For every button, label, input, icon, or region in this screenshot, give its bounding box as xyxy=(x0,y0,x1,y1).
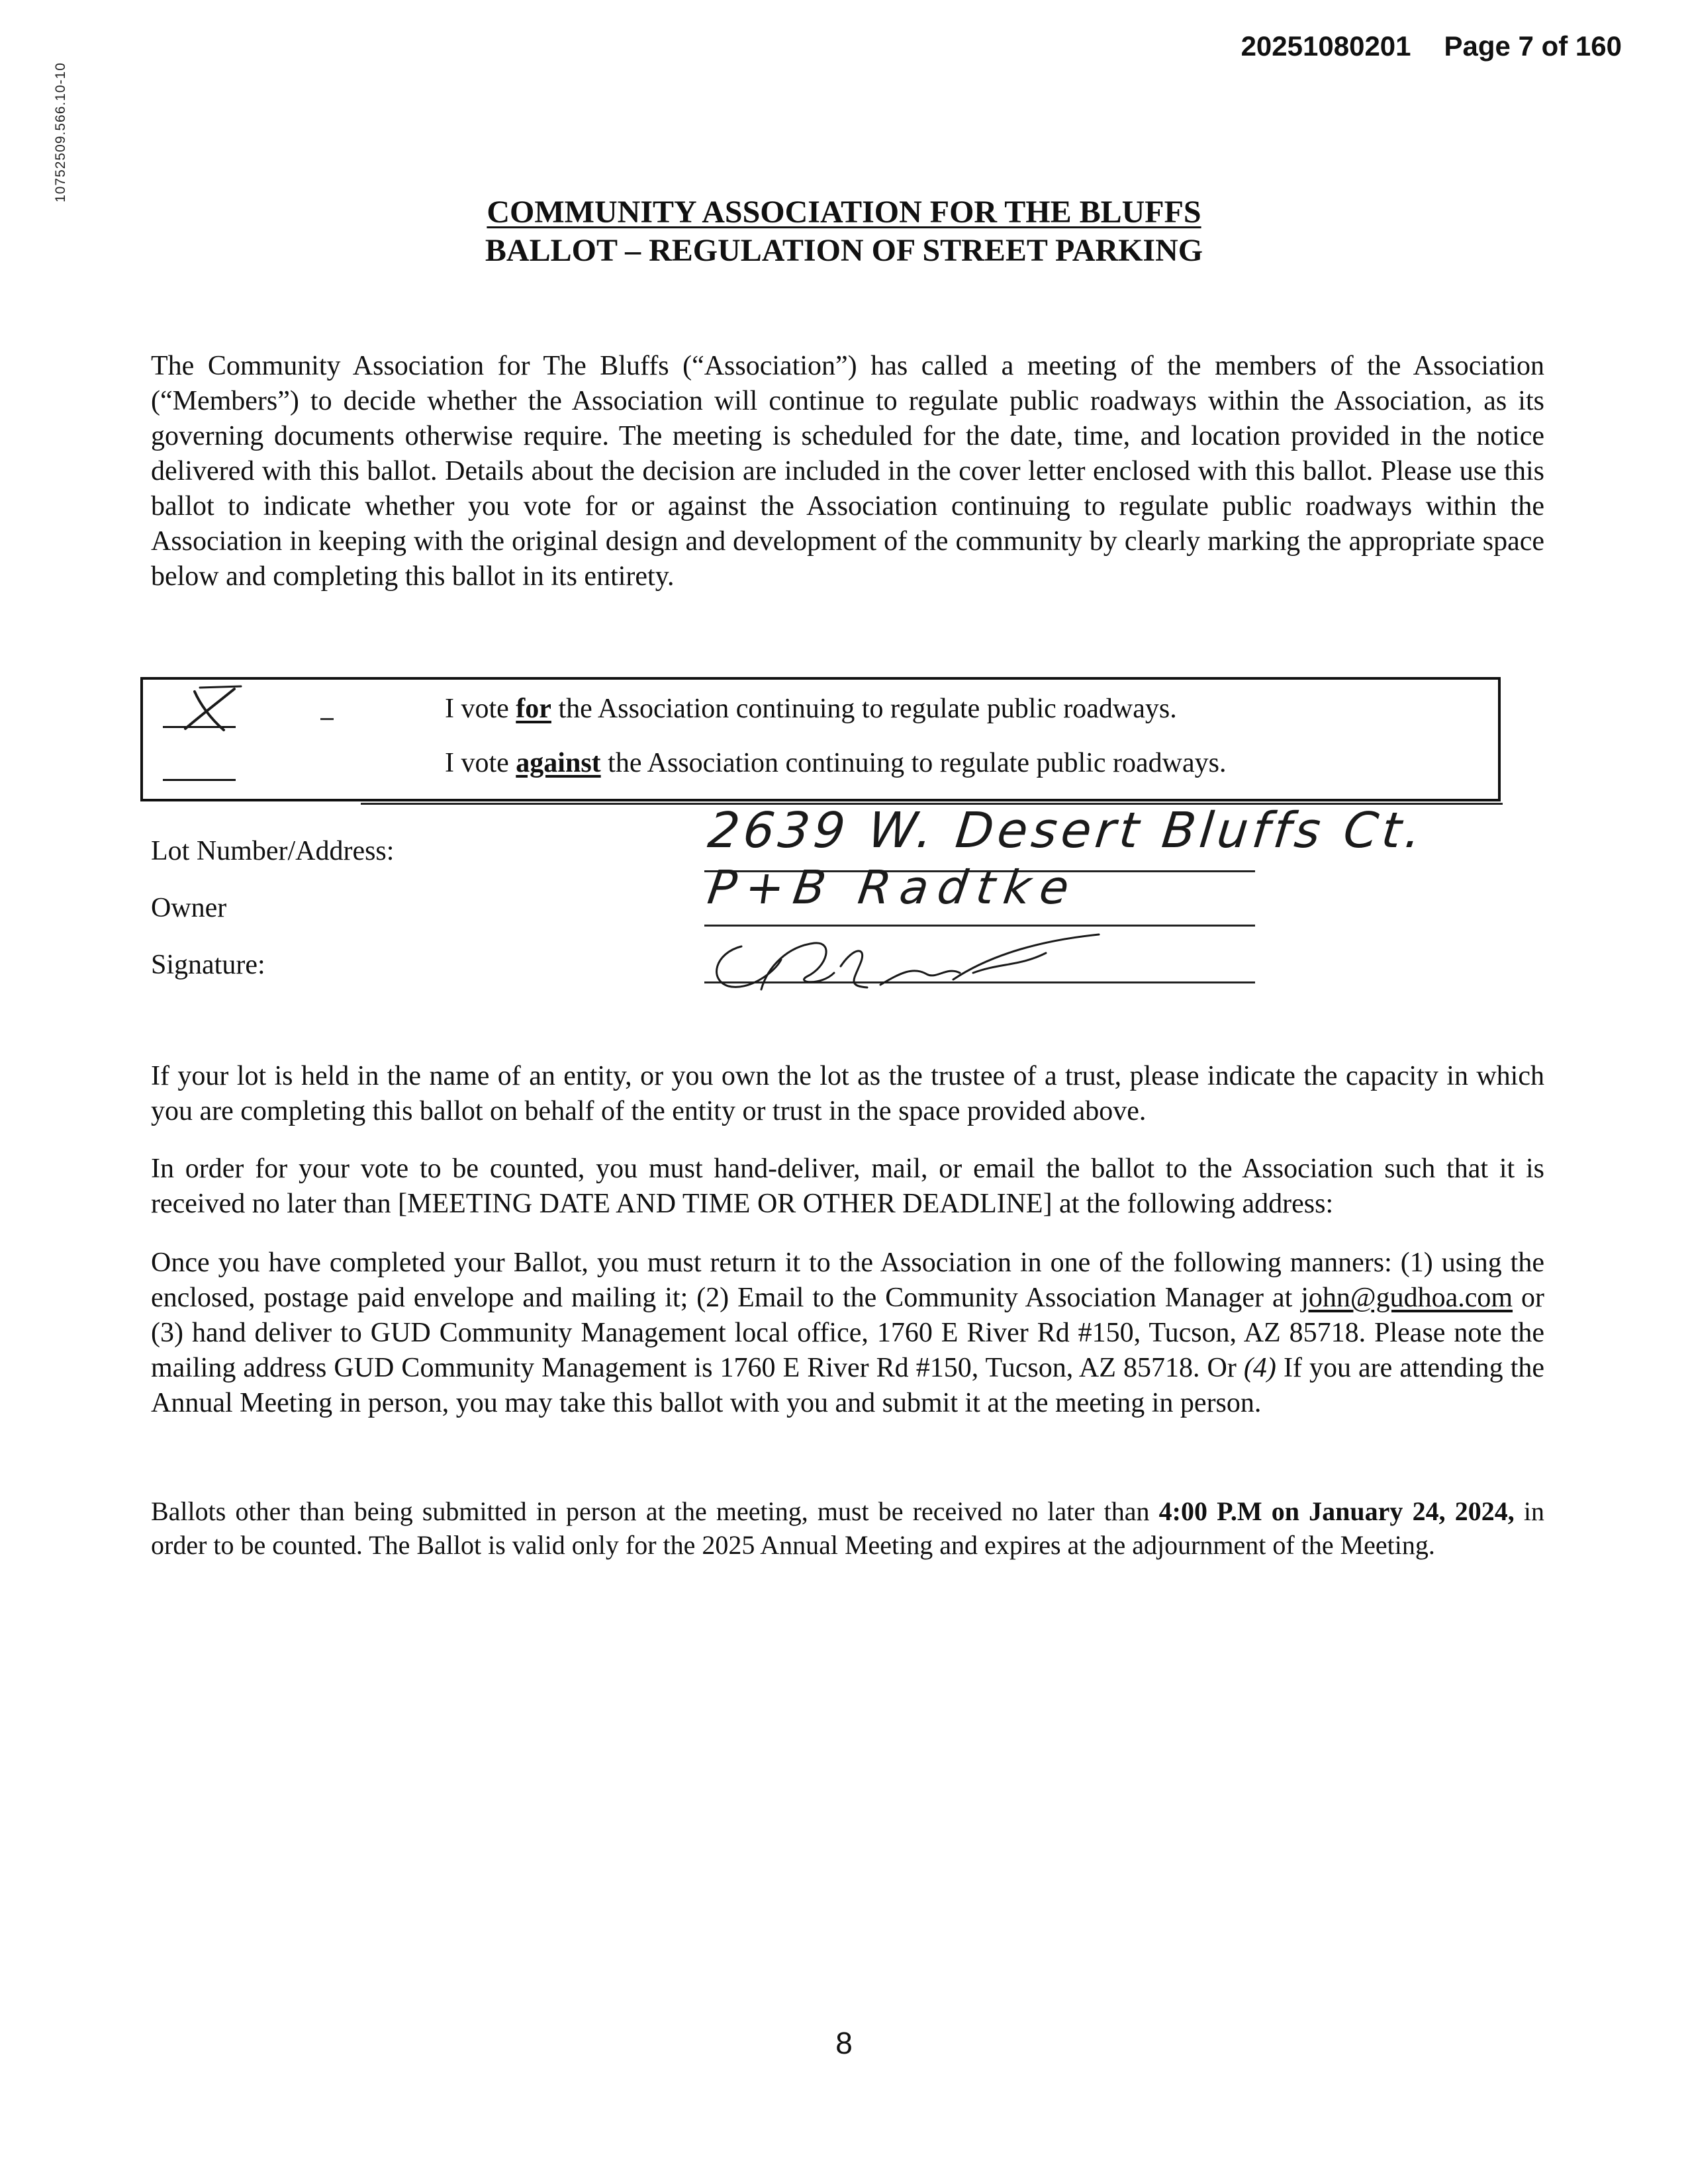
deadline-date: 4:00 P.M on January 24, 2024, xyxy=(1158,1496,1515,1526)
stray-dash-mark xyxy=(320,718,334,720)
return-option-4: (4) xyxy=(1243,1353,1276,1383)
lot-address-label: Lot Number/Address: xyxy=(151,836,395,866)
title-line-1: COMMUNITY ASSOCIATION FOR THE BLUFFS xyxy=(487,195,1201,230)
owner-handwritten: P+B Radtke xyxy=(704,860,1082,915)
vote-against-keyword: against xyxy=(516,748,601,778)
page-number: 8 xyxy=(835,2026,853,2060)
owner-label: Owner xyxy=(151,893,227,923)
intro-paragraph: The Community Association for The Bluffs (“Association”) has called a meeting of the members of the Association (“Members”) to decide whether the Association will continue to regulate public roadways within the Association, as its governing documents otherwise require. The meeting is scheduled for the date, time, and location provided in the notice delivered with this ballot. Details about the decision are included in the cover letter enclosed with this ballot. Please use this ballot to indicate whether you vote for or against the Association continuing to regulate public roadways within the Association in keeping with the original design and development of the community by clearly marking the appropriate space below and completing this ballot in its entirety. xyxy=(151,351,1544,592)
deadline-text-part2: in order to be counted. The Ballot is valid only for the 2025 Annual Meeting and expires at the adjournment of the Meeting. xyxy=(151,1496,1544,1560)
return-text-part1: Once you have completed your Ballot, you must return it to the Association in one of the following manners: (1) using the enclosed, postage paid envelope and mailing it; (2) Email to the Community Association Manager at xyxy=(151,1248,1544,1313)
vote-for-keyword: for xyxy=(516,694,551,724)
document-title xyxy=(0,193,1688,270)
side-stamp xyxy=(48,46,74,218)
vote-against-option xyxy=(445,747,1226,779)
side-stamp-text: 10752509.566.10-10 xyxy=(53,62,68,203)
return-text-part3: If you are attending the Annual Meeting in person, you may take this ballot with you and submit it at the meeting in person. xyxy=(151,1353,1545,1418)
vote-for-prefix: I vote xyxy=(445,694,516,724)
vote-for-suffix: the Association continuing to regulate public roadways. xyxy=(551,694,1177,724)
title-line-2: BALLOT – REGULATION OF STREET PARKING xyxy=(485,233,1203,268)
vote-for-option xyxy=(445,693,1177,725)
vote-against-prefix: I vote xyxy=(445,748,516,778)
page-indicator: Page 7 of 160 xyxy=(1444,30,1622,62)
entity-note: If your lot is held in the name of an entity, or you own the lot as the trustee of a trust, please indicate the capacity in which you are completing this ballot on behalf of the entity or trust in the space provided above. xyxy=(151,1061,1544,1126)
document-number: 20251080201 xyxy=(1241,30,1411,62)
vote-against-suffix: the Association continuing to regulate public roadways. xyxy=(600,748,1227,778)
signature-label: Signature: xyxy=(151,950,265,980)
deadline-text-part1: Ballots other than being submitted in person at the meeting, must be received no later than xyxy=(151,1496,1159,1526)
vote-box xyxy=(140,677,1501,801)
manager-email-link[interactable]: john@gudhoa.com xyxy=(1301,1283,1513,1313)
deadline-note xyxy=(151,1494,1544,1562)
handwritten-x-mark xyxy=(160,684,253,737)
handwritten-signature xyxy=(702,927,1112,999)
lot-address-handwritten: 2639 W. Desert Bluffs Ct. xyxy=(705,802,1428,859)
delivery-instructions: In order for your vote to be counted, you must hand-deliver, mail, or email the ballot to the Association such that it is received no later than [MEETING DATE AND TIME OR OTHER DEADLINE] at the following address: xyxy=(151,1154,1544,1219)
page-header xyxy=(1241,30,1622,62)
return-instructions xyxy=(151,1246,1544,1421)
return-text-part2: or (3) hand deliver to GUD Community Management local office, 1760 E River Rd #150, Tucson, AZ 85718. Please note the mailing address GUD Community Management is 1760 E River Rd #150, Tucson, AZ 85718. Or xyxy=(151,1283,1544,1383)
vote-against-blank[interactable] xyxy=(163,779,236,781)
